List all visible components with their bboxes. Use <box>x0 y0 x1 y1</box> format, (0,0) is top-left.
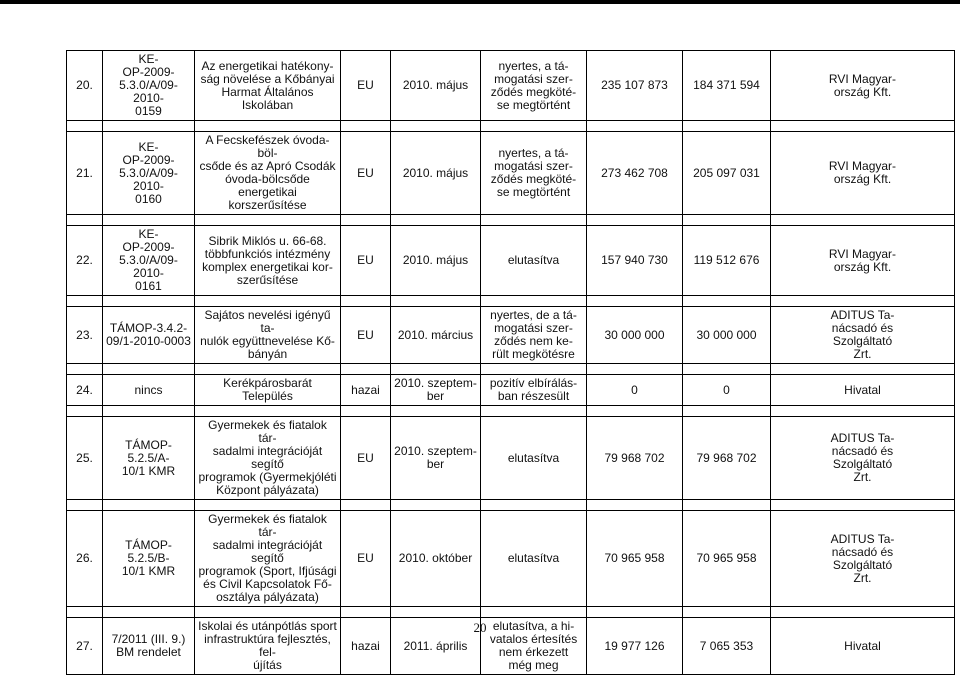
cell-status: elutasítva <box>481 511 587 607</box>
cell-title: A Fecskefészek óvoda-böl- csőde és az Apró Csodák óvoda-bölcsőde energetikai korszerűsítése <box>195 132 341 215</box>
cell-title: Gyermekek és fiatalok tár- sadalmi integrációját segítő programok (Gyermekjóléti Központ pályázata) <box>195 417 341 500</box>
table-row <box>67 511 955 607</box>
page-number: 20 <box>473 620 487 635</box>
cell-org: ADITUS Ta- nácsadó és Szolgáltató Zrt. <box>771 511 955 607</box>
cell-no: 20. <box>67 51 103 121</box>
table-row <box>67 307 955 364</box>
cell-date: 2011. április <box>391 618 481 675</box>
table-row <box>67 417 955 500</box>
row-spacer <box>67 364 955 375</box>
cell-grant: 30 000 000 <box>683 307 771 364</box>
cell-date: 2010. május <box>391 226 481 296</box>
cell-id: KE- OP-2009- 5.3.0/A/09-2010- 0159 <box>103 51 195 121</box>
cell-org: Hivatal <box>771 375 955 406</box>
cell-id: KE- OP-2009- 5.3.0/A/09-2010- 0160 <box>103 132 195 215</box>
cell-date: 2010. március <box>391 307 481 364</box>
cell-date: 2010. szeptem- ber <box>391 375 481 406</box>
cell-no: 24. <box>67 375 103 406</box>
cell-cost: 157 940 730 <box>587 226 683 296</box>
cell-org: ADITUS Ta- nácsadó és Szolgáltató Zrt. <box>771 417 955 500</box>
row-spacer <box>67 500 955 511</box>
cell-org: Hivatal <box>771 618 955 675</box>
cell-date: 2010. május <box>391 51 481 121</box>
row-spacer <box>67 607 955 618</box>
row-spacer <box>67 296 955 307</box>
cell-grant: 70 965 958 <box>683 511 771 607</box>
cell-source: hazai <box>341 618 391 675</box>
cell-date: 2010. szeptem- ber <box>391 417 481 500</box>
cell-no: 27. <box>67 618 103 675</box>
cell-no: 23. <box>67 307 103 364</box>
cell-grant: 7 065 353 <box>683 618 771 675</box>
cell-cost: 30 000 000 <box>587 307 683 364</box>
cell-grant: 119 512 676 <box>683 226 771 296</box>
projects-table <box>66 50 955 675</box>
cell-source: EU <box>341 51 391 121</box>
cell-status: nyertes, a tá- mogatási szer- ződés megköté- se megtörtént <box>481 51 587 121</box>
cell-source: EU <box>341 132 391 215</box>
cell-cost: 0 <box>587 375 683 406</box>
cell-date: 2010. május <box>391 132 481 215</box>
cell-status: elutasítva <box>481 417 587 500</box>
cell-status: elutasítva, a hi- vatalos értesítés nem érkezett még meg <box>481 618 587 675</box>
cell-source: EU <box>341 226 391 296</box>
cell-id: KE- OP-2009- 5.3.0/A/09-2010- 0161 <box>103 226 195 296</box>
cell-id: TÁMOP-5.2.5/B- 10/1 KMR <box>103 511 195 607</box>
cell-title: Gyermekek és fiatalok tár- sadalmi integrációját segítő programok (Sport, Ifjúsági és Civil Kapcsolatok Fő- osztálya pályázata) <box>195 511 341 607</box>
cell-title: Iskolai és utánpótlás sport infrastruktúra fejlesztés, fel- újítás <box>195 618 341 675</box>
cell-grant: 205 097 031 <box>683 132 771 215</box>
cell-title: Az energetikai hatékony- ság növelése a Kőbányai Harmat Általános Iskolában <box>195 51 341 121</box>
cell-id: nincs <box>103 375 195 406</box>
cell-title: Sajátos nevelési igényű ta- nulók együttnevelése Kő- bányán <box>195 307 341 364</box>
table-row <box>67 375 955 406</box>
cell-cost: 235 107 873 <box>587 51 683 121</box>
cell-cost: 70 965 958 <box>587 511 683 607</box>
cell-status: nyertes, de a tá- mogatási szer- ződés nem ke- rült megkötésre <box>481 307 587 364</box>
cell-no: 26. <box>67 511 103 607</box>
cell-source: hazai <box>341 375 391 406</box>
cell-status: elutasítva <box>481 226 587 296</box>
cell-no: 22. <box>67 226 103 296</box>
cell-grant: 0 <box>683 375 771 406</box>
cell-grant: 184 371 594 <box>683 51 771 121</box>
cell-id: 7/2011 (III. 9.) BM rendelet <box>103 618 195 675</box>
projects-table-wrap <box>66 50 954 675</box>
table-row <box>67 226 955 296</box>
cell-grant: 79 968 702 <box>683 417 771 500</box>
cell-source: EU <box>341 511 391 607</box>
cell-cost: 19 977 126 <box>587 618 683 675</box>
cell-id: TÁMOP-5.2.5/A- 10/1 KMR <box>103 417 195 500</box>
cell-org: ADITUS Ta- nácsadó és Szolgáltató Zrt. <box>771 307 955 364</box>
cell-source: EU <box>341 417 391 500</box>
cell-cost: 273 462 708 <box>587 132 683 215</box>
cell-org: RVI Magyar- ország Kft. <box>771 132 955 215</box>
cell-title: Sibrik Miklós u. 66-68. többfunkciós intézmény komplex energetikai kor- szerűsítése <box>195 226 341 296</box>
cell-date: 2010. október <box>391 511 481 607</box>
table-row <box>67 132 955 215</box>
cell-status: pozitív elbírálás- ban részesült <box>481 375 587 406</box>
top-rule <box>0 0 960 4</box>
table-row <box>67 51 955 121</box>
cell-no: 25. <box>67 417 103 500</box>
cell-source: EU <box>341 307 391 364</box>
cell-org: RVI Magyar- ország Kft. <box>771 226 955 296</box>
projects-table-body <box>67 51 955 675</box>
cell-title: Kerékpárosbarát Település <box>195 375 341 406</box>
row-spacer <box>67 406 955 417</box>
cell-org: RVI Magyar- ország Kft. <box>771 51 955 121</box>
cell-cost: 79 968 702 <box>587 417 683 500</box>
cell-status: nyertes, a tá- mogatási szer- ződés megköté- se megtörtént <box>481 132 587 215</box>
cell-id: TÁMOP-3.4.2- 09/1-2010-0003 <box>103 307 195 364</box>
row-spacer <box>67 215 955 226</box>
cell-no: 21. <box>67 132 103 215</box>
row-spacer <box>67 121 955 132</box>
